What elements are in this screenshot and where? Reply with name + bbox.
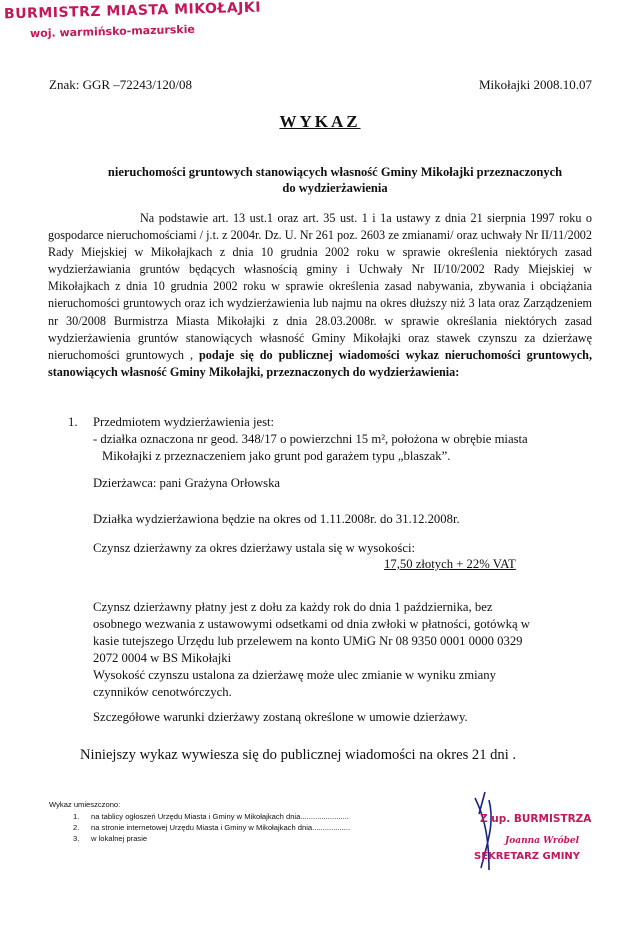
tenant-line: Dzierżawca: pani Grażyna Orłowska [93,476,281,490]
legal-basis-paragraph [48,210,592,381]
rent-label: Czynsz dzierżawny za okres dzierżawy ustala się w wysokości: [93,541,416,555]
payment-line-3: kasie tutejszego Urzędu lub przelewem na konto UMiG Nr 08 9350 0001 0000 0329 [93,634,523,648]
payment-line-4: 2072 0004 w BS Mikołajki [93,651,232,665]
posted-item: 2. na stronie internetowej Urzędu Miasta i Gminy w Mikołajkach dnia.................. [73,823,351,832]
office-stamp-title: BURMISTRZ MIASTA MIKOŁAJKI [3,0,262,23]
payment-terms [93,599,530,701]
payment-line-2: osobnego wezwania z ustawowymi odsetkami od dnia zwłoki w płatności, gotówką w [93,617,530,631]
payment-line-6: czynników cenotwórczych. [93,685,232,699]
contract-details: Szczegółowe warunki dzierżawy zostaną określone w umowie dzierżawy. [93,710,468,724]
payment-line-5: Wysokość czynszu ustalona za dzierżawę może ulec zmianie w wyniku zmiany [93,668,496,682]
signature-line-1: Z up. BURMISTRZA [480,813,592,825]
legal-basis-bold-text: podaje się do publicznej wiadomości wykaz nieruchomości gruntowych, stanowiących własność Gminy Mikołajki, przeznaczonych do wydzierżawienia: [48,347,593,379]
item-heading: Przedmiotem wydzierżawienia jest: [93,415,275,429]
item-line-2: Mikołajki z przeznaczeniem jako grunt pod garażem typu „blaszak”. [102,449,451,463]
subtitle-line-2: do wydzierżawienia [282,181,388,195]
place-date: Mikołajki 2008.10.07 [478,77,592,92]
payment-line-1: Czynsz dzierżawny płatny jest z dołu za każdy rok do dnia 1 października, bez [93,600,493,614]
signature-name: Joanna Wróbel [505,836,580,846]
legal-basis-text: Na podstawie art. 13 ust.1 oraz art. 35 ust. 1 i 1a ustawy z dnia 21 sierpnia 1997 roku o gospodarce nieruchomościami / j.t. z 2004r. Dz. U. Nr 261 poz. 2603 ze zmianami/ oraz uchwały Nr II/11/2002 Rady Miejskiej w Mikołajkach z dnia 10 grudnia 2002 roku w sprawie określenia niektórych zasad wydzierżawiania gruntów będących własnością gminy i Uchwały Nr II/10/2002 Rady Miejskiej w Mikołajkach z dnia 10 grudnia 2002 roku w sprawie określenia zasad nabywania, zbywania i obciążania nieruchomości gruntowych oraz ich wydzierżawienia lub najmu na okres dłuższy niż 3 lata oraz Zarządzeniem nr 30/2008 Burmistrza Miasta Mikołajki z dnia 28.03.2008r. w sprawie określania niektórych zasad wydzierżawienia gruntów stanowiących własność Gminy Mikołajki oraz stawek czynszu za dzierżawę nieruchomości gruntowych , [48,211,592,362]
posted-item: 1. na tablicy ogłoszeń Urzędu Miasta i Gminy w Mikołajkach dnia....................... [73,812,349,821]
document-title: WYKAZ [279,112,361,131]
rent-amount: 17,50 złotych + 22% VAT [384,557,516,571]
posted-heading: Wykaz umieszczono: [49,800,121,809]
lease-period: Działka wydzierżawiona będzie na okres od 1.11.2008r. do 31.12.2008r. [93,512,460,526]
document-subtitle [80,164,590,196]
item-number: 1. [68,415,78,429]
office-stamp-region: woj. warmińsko-mazurskie [29,22,196,41]
publication-notice: Niniejszy wykaz wywiesza się do publicznej wiadomości na okres 21 dni . [80,747,517,763]
signature-line-2: SEKRETARZ GMINY [474,851,581,862]
subtitle-line-1: nieruchomości gruntowych stanowiących własność Gminy Mikołajki przeznaczonych [107,165,563,179]
posted-item: 3. w lokalnej prasie [73,834,148,843]
reference-number: Znak: GGR –72243/120/08 [49,77,192,92]
posted-list [73,811,350,844]
item-line-1: - działka oznaczona nr geod. 348/17 o powierzchni 15 m², położona w obrębie miasta [93,432,528,446]
